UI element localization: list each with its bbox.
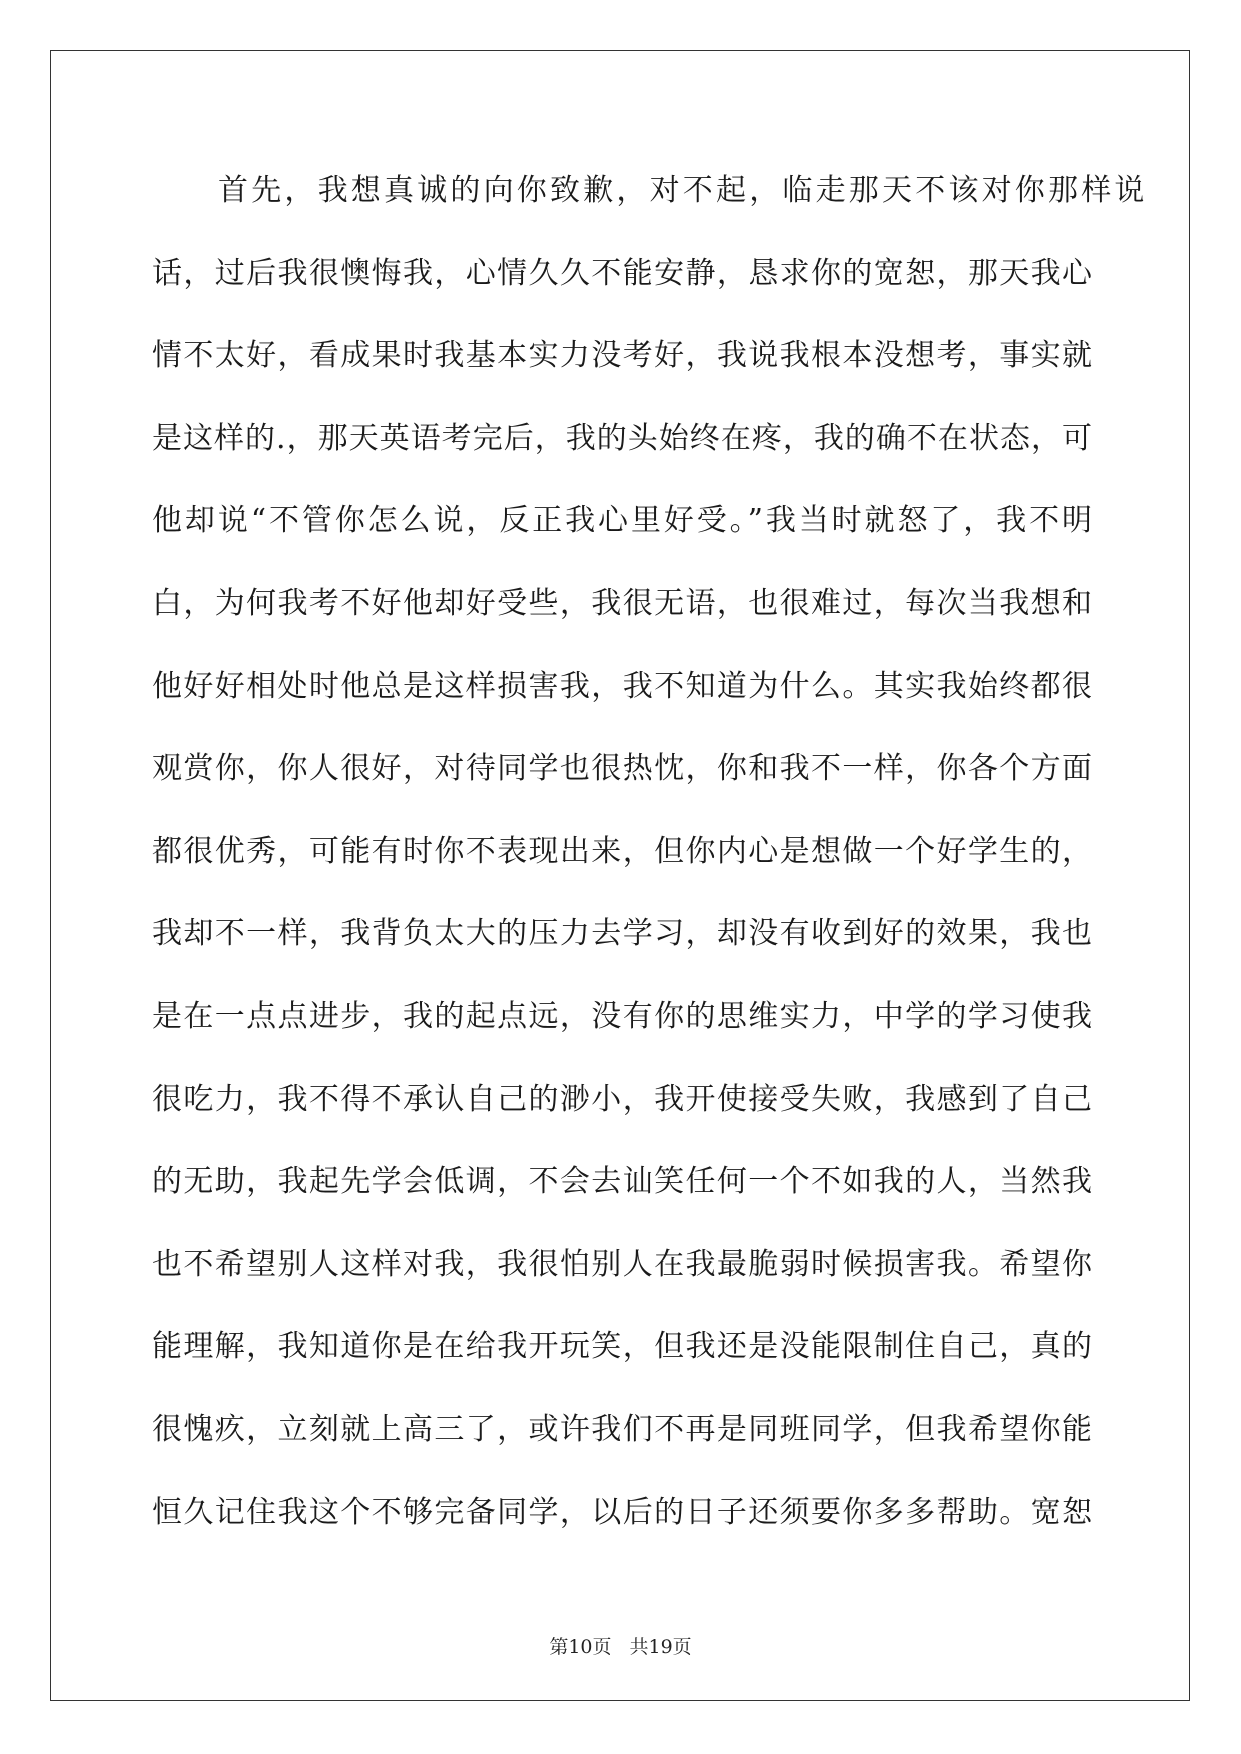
- page-number: 第10页: [549, 1636, 612, 1658]
- page-total: 共19页: [629, 1636, 692, 1658]
- text-line: 情不太好，看成果时我基本实力没考好，我说我根本没想考，事实就: [152, 338, 1092, 374]
- text-line: 很愧疚，立刻就上高三了，或许我们不再是同班同学，但我希望你能: [152, 1411, 1092, 1447]
- text-line: 能理解，我知道你是在给我开玩笑，但我还是没能限制住自己，真的: [152, 1329, 1092, 1365]
- text-line: 他好好相处时他总是这样损害我，我不知道为什么。其实我始终都很: [152, 668, 1092, 704]
- text-line: 是在一点点进步，我的起点远，没有你的思维实力，中学的学习使我: [152, 998, 1092, 1034]
- text-line: 首先，我想真诚的向你致歉，对不起，临走那天不该对你那样说: [218, 173, 1148, 208]
- text-line: 都很优秀，可能有时你不表现出来，但你内心是想做一个好学生的，: [152, 833, 1092, 869]
- text-line: 他却说“不管你怎么说，反正我心里好受。”我当时就怒了，我不明: [152, 503, 1092, 539]
- body-text: [152, 166, 1148, 1570]
- text-line: 很吃力，我不得不承认自己的渺小，我开使接受失败，我感到了自己: [152, 1081, 1092, 1117]
- page-footer: [0, 1632, 1241, 1659]
- text-line: 话，过后我很懊悔我，心情久久不能安静，恳求你的宽恕，那天我心: [152, 255, 1092, 291]
- text-line: 观赏你，你人很好，对待同学也很热忱，你和我不一样，你各个方面: [152, 751, 1092, 787]
- text-line: 恒久记住我这个不够完备同学，以后的日子还须要你多多帮助。宽恕: [152, 1494, 1092, 1530]
- text-line: 也不希望别人这样对我，我很怕别人在我最脆弱时候损害我。希望你: [152, 1246, 1092, 1282]
- text-line: 白，为何我考不好他却好受些，我很无语，也很难过，每次当我想和: [152, 585, 1092, 621]
- text-line: 我却不一样，我背负太大的压力去学习，却没有收到好的效果，我也: [152, 916, 1092, 952]
- text-line: 的无助，我起先学会低调，不会去讪笑任何一个不如我的人，当然我: [152, 1164, 1092, 1200]
- text-line: 是这样的.，那天英语考完后，我的头始终在疼，我的确不在状态，可: [152, 420, 1092, 456]
